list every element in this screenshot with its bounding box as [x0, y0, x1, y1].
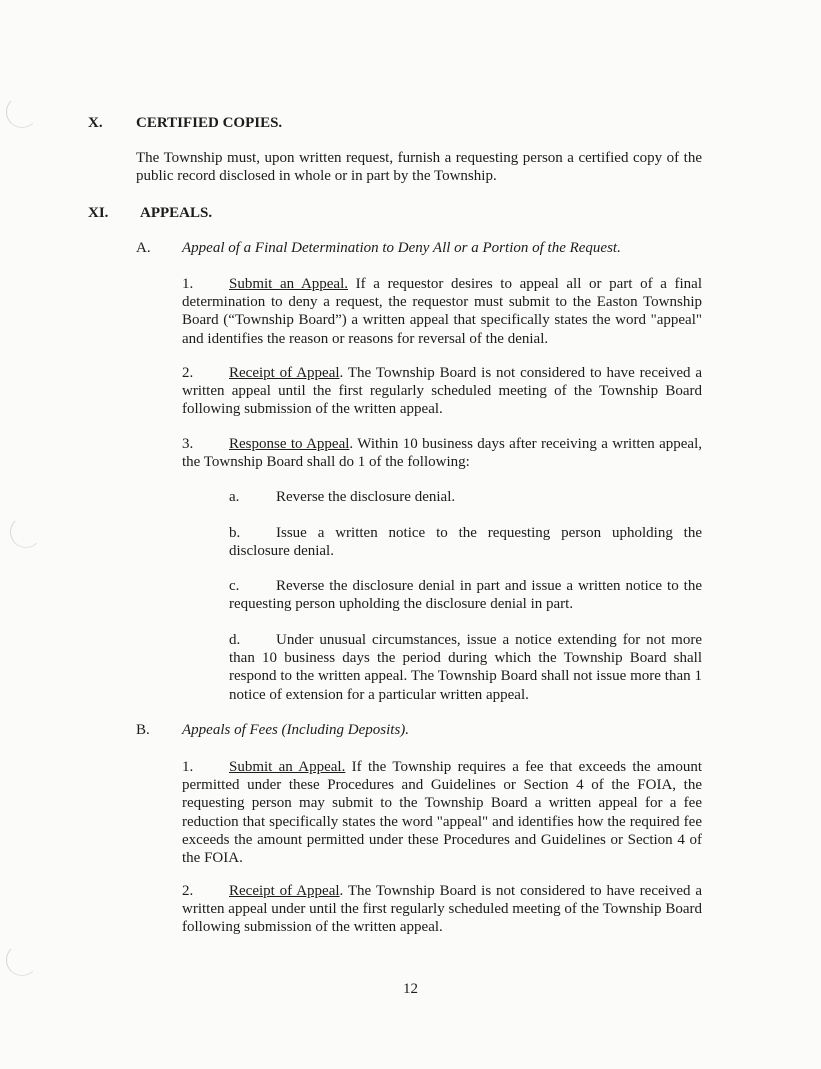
subsection-a-heading: Appeal of a Final Determination to Deny All or a Portion of the Request. [182, 240, 621, 256]
paragraph-text: . Within 10 business days after receiving a written appeal, the Township Board shall do 1 of the following: [182, 436, 702, 471]
item-text: Reverse the disclosure denial. [276, 489, 456, 505]
item-letter: c. [229, 578, 240, 594]
section-x-title: CERTIFIED COPIES. [136, 115, 283, 131]
paragraph-text: If a requestor desires to appeal all or part of a final determination to deny a request, the requestor must submit to the Easton Township Board (“Township Board”) a written appeal that specifically states the word "appeal" and identifies the reason or reasons for reversal of the denial. [182, 276, 702, 347]
item-letter: d. [229, 632, 241, 648]
item-a [229, 488, 702, 506]
paragraph-number: 1. [182, 276, 194, 292]
paragraph-number: 1. [182, 759, 194, 775]
paragraph-b2 [182, 882, 702, 937]
hole-punch-mark [6, 96, 38, 128]
paragraph-text: If the Township requires a fee that exceeds the amount permitted under these Procedures and Guidelines or Section 4 of the FOIA, the requesting person may submit to the Township Board a written appeal for a fee reduction that specifically states the word "appeal" and identifies how the required fee exceeds the amount permitted under these Procedures and Guidelines or Section 4 of the FOIA. [182, 759, 702, 867]
item-text: Reverse the disclosure denial in part and issue a written notice to the requesting person upholding the disclosure denial in part. [229, 578, 702, 613]
paragraph-title: Response to Appeal [229, 436, 350, 452]
section-x-body: The Township must, upon written request, furnish a requesting person a certified copy of the public record disclosed in whole or in part by the Township. [136, 150, 702, 185]
paragraph-number: 3. [182, 436, 194, 452]
section-xi-number: XI. [88, 205, 109, 221]
section-xi-title: APPEALS. [140, 205, 213, 221]
paragraph-text: . The Township Board is not considered to have received a written appeal under until the first regularly scheduled meeting of the Township Board following submission of the written appeal. [182, 883, 703, 936]
subsection-b-letter: B. [136, 722, 150, 738]
item-letter: a. [229, 489, 240, 505]
hole-punch-mark [10, 516, 42, 548]
page-number: 12 [403, 981, 418, 997]
section-x-number: X. [88, 115, 103, 131]
paragraph-a3 [182, 435, 702, 471]
paragraph-number: 2. [182, 883, 194, 899]
paragraph-title: Submit an Appeal. [229, 759, 346, 775]
paragraph-a1 [182, 275, 702, 348]
item-text: Under unusual circumstances, issue a notice extending for not more than 10 business days the period during which the Township Board shall respond to the written appeal. The Township Board shall not issue more than 1 notice of extension for a particular written appeal. [229, 632, 702, 703]
paragraph-number: 2. [182, 365, 194, 381]
paragraph-a2 [182, 364, 702, 419]
item-text: Issue a written notice to the requesting person upholding the disclosure denial. [229, 525, 702, 560]
subsection-a-letter: A. [136, 240, 151, 256]
item-b [229, 524, 702, 560]
paragraph-title: Submit an Appeal. [229, 276, 349, 292]
paragraph-title: Receipt of Appeal [229, 883, 340, 899]
subsection-b-heading: Appeals of Fees (Including Deposits). [182, 722, 410, 738]
item-c [229, 577, 702, 613]
item-letter: b. [229, 525, 241, 541]
paragraph-b1 [182, 758, 702, 867]
item-d [229, 631, 702, 704]
paragraph-text: . The Township Board is not considered to have received a written appeal until the first regularly scheduled meeting of the Township Board following submission of the written appeal. [182, 365, 703, 418]
paragraph-title: Receipt of Appeal [229, 365, 340, 381]
hole-punch-mark [6, 944, 38, 976]
